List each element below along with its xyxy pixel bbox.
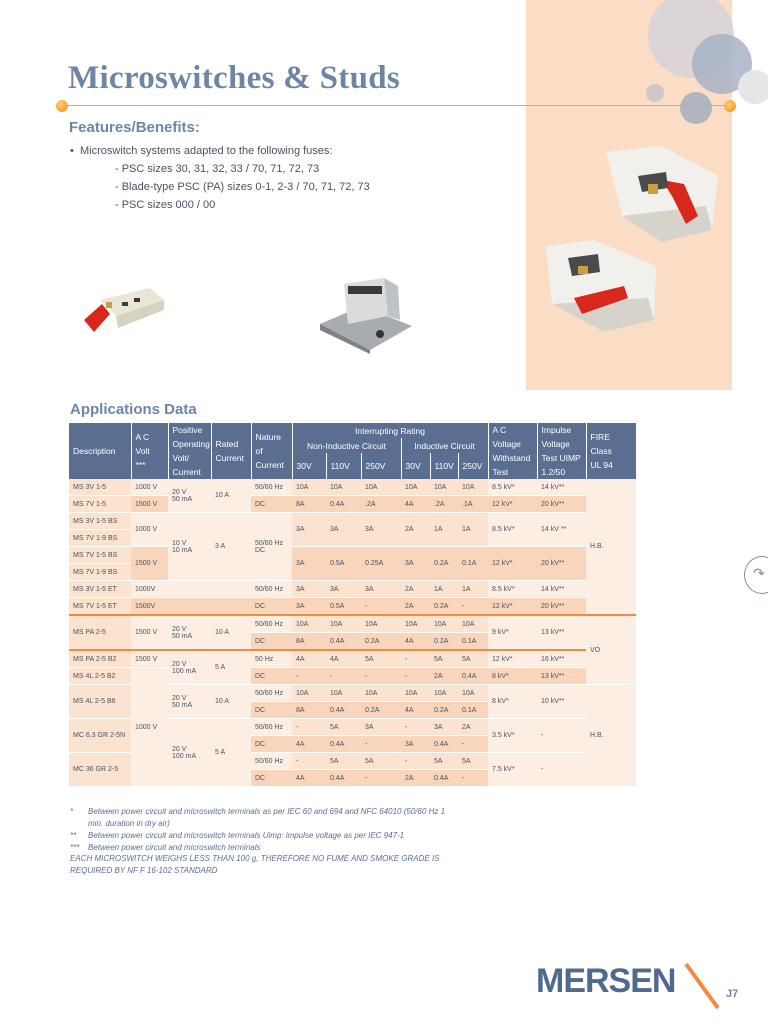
- table-cell: 3A: [361, 581, 401, 598]
- page-tab-icon[interactable]: ↷: [744, 556, 768, 594]
- table-cell: 10A: [326, 615, 361, 633]
- table-cell: -: [361, 668, 401, 685]
- table-cell: 5A: [458, 650, 488, 668]
- table-cell: [168, 598, 211, 616]
- table-cell: DC: [251, 633, 292, 651]
- features-item: - PSC sizes 000 / 00: [115, 199, 216, 211]
- cell-description: MS 3V 1-5 ET: [69, 581, 131, 598]
- table-cell: 0.2A: [361, 633, 401, 651]
- header-positive: Positive Operating Volt/ Current: [168, 423, 211, 479]
- table-cell: 10A: [361, 615, 401, 633]
- table-cell: 0.2A: [430, 598, 458, 616]
- weight-note: EACH MICROSWITCH WEIGHS LESS THAN 100 g, THEREFORE NO FUME AND SMOKE GRADE IS REQUIRED BY NF F 16-102 STANDARD: [70, 854, 440, 875]
- table-cell: 10 A: [211, 479, 251, 513]
- table-cell: 2A: [401, 581, 430, 598]
- cell-description: MS 3V 1-5 BS: [69, 513, 131, 530]
- table-cell: 20 kV**: [537, 496, 586, 513]
- cell-description: MC 6,3 GR 2-5N: [69, 719, 131, 753]
- table-cell: 14 kV **: [537, 513, 586, 547]
- footnote: min. duration in dry air): [88, 819, 170, 828]
- table-cell: 50/60 Hz: [251, 753, 292, 770]
- features-item: - Blade-type PSC (PA) sizes 0-1, 2-3 / 70, 71, 72, 73: [115, 181, 370, 193]
- applications-table: [69, 423, 636, 787]
- table-cell: 9 kV*: [488, 615, 537, 650]
- table-cell: 0.1A: [458, 702, 488, 719]
- table-cell: 0.4A: [430, 770, 458, 787]
- table-cell: 0.2A: [361, 702, 401, 719]
- table-cell: 3A: [361, 719, 401, 736]
- table-cell: -: [401, 753, 430, 770]
- header-interrupting: Interrupting Rating: [292, 423, 488, 438]
- table-cell: 10A: [326, 479, 361, 496]
- table-cell: [168, 581, 211, 598]
- mersen-logo: [536, 958, 726, 1014]
- table-cell: 3A: [292, 547, 326, 581]
- table-cell: 50/60 Hz: [251, 685, 292, 702]
- table-cell: 5A: [458, 753, 488, 770]
- table-cell: DC: [251, 702, 292, 719]
- table-cell: 10A: [326, 685, 361, 702]
- header-description: Description: [69, 423, 131, 479]
- table-cell: .1A: [458, 496, 488, 513]
- features-item: - PSC sizes 30, 31, 32, 33 / 70, 71, 72, 73: [115, 163, 320, 175]
- table-cell: 0.2A: [430, 702, 458, 719]
- table-cell: 10 A: [211, 615, 251, 650]
- table-cell: 3.5 kV*: [488, 719, 537, 753]
- table-cell: 14 kV**: [537, 581, 586, 598]
- header-110v: 110V: [326, 453, 361, 479]
- decorative-bubble: [738, 70, 768, 104]
- table-cell: 20 V 50 mA: [168, 615, 211, 650]
- table-cell: 4A: [401, 633, 430, 651]
- table-cell: 3A: [292, 598, 326, 616]
- table-cell: 4A: [292, 650, 326, 668]
- table-cell: -: [537, 753, 586, 787]
- table-cell: 10A: [401, 685, 430, 702]
- table-cell: 10A: [401, 615, 430, 633]
- page-number: J7: [726, 988, 739, 1000]
- table-row: [69, 479, 636, 496]
- table-cell: 1500 V: [131, 650, 168, 668]
- table-row: [69, 650, 636, 668]
- table-cell: 0.4A: [326, 633, 361, 651]
- features-list: [70, 142, 370, 214]
- table-cell: -: [401, 668, 430, 685]
- table-cell: 3A: [326, 513, 361, 547]
- table-cell: 10A: [458, 685, 488, 702]
- table-cell: 8 kV*: [488, 668, 537, 685]
- table-cell: 3A: [292, 513, 326, 547]
- table-cell: -: [326, 668, 361, 685]
- table-cell: 4A: [401, 496, 430, 513]
- table-cell: 0.4A: [326, 770, 361, 787]
- table-cell: 20 V 50 mA: [168, 685, 211, 719]
- table-cell: 8.5 kV*: [488, 479, 537, 496]
- table-cell: 13 kV**: [537, 668, 586, 685]
- table-cell: 0.4A: [326, 496, 361, 513]
- header-ac-voltage: A C Voltage Withstand Test: [488, 423, 537, 479]
- table-cell: 10A: [361, 479, 401, 496]
- header-rated: Rated Current: [211, 423, 251, 479]
- header-ac-volt: A C Volt ***: [131, 423, 168, 479]
- table-cell: -: [458, 598, 488, 616]
- table-cell: 10A: [361, 685, 401, 702]
- table-cell: 50 Hz: [251, 650, 292, 668]
- cell-description: MS 4L 2-5 B6: [69, 685, 131, 719]
- table-cell: 10A: [430, 479, 458, 496]
- table-cell: 0.1A: [458, 547, 488, 581]
- cell-description: MS 4L 2-5 B2: [69, 668, 131, 685]
- page-title: Microswitches & Studs: [68, 60, 401, 96]
- features-bullet: • Microswitch systems adapted to the following fuses:: [70, 145, 333, 157]
- table-cell: 50/60 Hz: [251, 615, 292, 633]
- table-row: [69, 547, 636, 564]
- table-cell: 0,4A: [458, 668, 488, 685]
- table-cell: 3A: [401, 736, 430, 753]
- decorative-bubble: [646, 84, 664, 102]
- table-cell: 3A: [401, 547, 430, 581]
- table-cell: 7.5 kV*: [488, 753, 537, 787]
- table-cell: 20 V 50 mA: [168, 479, 211, 513]
- table-cell: 12 kV*: [488, 650, 537, 668]
- table-cell: -: [292, 719, 326, 736]
- table-cell: 1000 V: [131, 668, 168, 787]
- bullet-dot-right: [724, 100, 736, 112]
- table-cell: 4A: [292, 736, 326, 753]
- table-cell: 10 kV**: [537, 685, 586, 719]
- table-cell: 0.25A: [361, 547, 401, 581]
- table-cell: 10 A: [211, 685, 251, 719]
- cell-description: MS 3V 1-5: [69, 479, 131, 496]
- table-cell: DC: [251, 770, 292, 787]
- table-cell: 5A: [361, 753, 401, 770]
- table-cell: 10A: [292, 615, 326, 633]
- features-heading: Features/Benefits:: [69, 119, 200, 136]
- table-cell: -: [292, 753, 326, 770]
- table-cell: [211, 598, 251, 616]
- table-cell: 20 V 100 mA: [168, 719, 211, 787]
- cell-description: MS 7V 1-9 BS: [69, 564, 131, 581]
- footnote: ** Between power circuit and microswitch terminals Uimp: impulse voltage as per IEC 947-1: [70, 831, 405, 840]
- table-cell: 5 A: [211, 650, 251, 685]
- table-cell: 10A: [292, 685, 326, 702]
- table-cell: 5A: [430, 753, 458, 770]
- table-cell: DC: [251, 496, 292, 513]
- table-cell: 5A: [326, 753, 361, 770]
- decorative-bubble: [680, 92, 712, 124]
- table-row: [69, 581, 636, 598]
- header-250v: 250V: [458, 453, 488, 479]
- table-cell: 8A: [292, 633, 326, 651]
- table-cell: 10 V 10 mA: [168, 513, 211, 581]
- cell-description: MC 36 GR 2-5: [69, 753, 131, 787]
- table-cell: 5A: [326, 719, 361, 736]
- table-cell: 1A: [430, 513, 458, 547]
- table-cell: 8A: [292, 496, 326, 513]
- table-cell: 8 kV*: [488, 685, 537, 719]
- table-cell: 0.5A: [326, 598, 361, 616]
- table-cell: 3A: [430, 719, 458, 736]
- title-rule: [62, 105, 728, 106]
- table-cell: 12 kV*: [488, 496, 537, 513]
- table-cell: 1500 V: [131, 547, 168, 581]
- table-cell: 50/60 Hz: [251, 581, 292, 598]
- table-cell: 1A: [430, 581, 458, 598]
- svg-text:MERSEN: MERSEN: [536, 962, 676, 1000]
- product-photo-stud-assembly-bottom: [544, 240, 662, 332]
- table-cell: DC: [251, 668, 292, 685]
- table-cell: 5A: [430, 650, 458, 668]
- table-cell: 3A: [326, 581, 361, 598]
- table-cell: 4A: [326, 650, 361, 668]
- product-photo-stud-assembly-top: [602, 146, 720, 242]
- table-cell: 8.5 kV*: [488, 581, 537, 598]
- cell-description: MS 7V 1-5 ET: [69, 598, 131, 616]
- table-cell: 3 A: [211, 513, 251, 581]
- table-cell: 8.5 kV*: [488, 513, 537, 547]
- cell-description: MS PA 2-5 B2: [69, 650, 131, 668]
- table-cell: 2A: [458, 719, 488, 736]
- table-cell: .2A: [361, 496, 401, 513]
- table-cell: 4A: [292, 770, 326, 787]
- table-cell: -: [458, 736, 488, 753]
- applications-heading: Applications Data: [70, 401, 197, 418]
- table-cell: -: [458, 770, 488, 787]
- table-cell: -: [292, 668, 326, 685]
- product-photo-microswitch-red: [76, 280, 172, 340]
- table-cell: 8A: [292, 702, 326, 719]
- footnote: *** Between power circuit and microswitch terminals: [70, 843, 261, 852]
- table-cell: 0.2A: [430, 633, 458, 651]
- table-cell: 1000 V: [131, 479, 168, 496]
- table-cell: 20 kV**: [537, 547, 586, 581]
- table-cell: 1000 V: [131, 513, 168, 547]
- table-cell: DC: [251, 598, 292, 616]
- cell-description: MS 7V 1-9 BS: [69, 530, 131, 547]
- table-cell: 2A: [401, 513, 430, 547]
- table-cell: 20 V 100 mA: [168, 650, 211, 685]
- table-cell: 0.4A: [430, 736, 458, 753]
- table-cell: -: [401, 650, 430, 668]
- table-cell: 0.4A: [326, 702, 361, 719]
- table-cell: 2A: [401, 770, 430, 787]
- table-cell: -: [401, 719, 430, 736]
- bullet-dot-left: [56, 100, 68, 112]
- table-cell: 1500 V: [131, 496, 168, 513]
- table-cell: 5A: [361, 650, 401, 668]
- table-cell: 0.5A: [326, 547, 361, 581]
- table-cell: -: [361, 770, 401, 787]
- table-cell: 1500 V: [131, 615, 168, 650]
- table-cell: 12 kV*: [488, 547, 537, 581]
- cell-description: MS 7V 1-5 BS: [69, 547, 131, 564]
- table-cell: 50/60 Hz DC: [251, 513, 292, 581]
- header-inductive: Inductive Circuit: [401, 438, 488, 453]
- table-cell: 10A: [292, 479, 326, 496]
- product-photo-microswitch-grey: [318, 276, 414, 354]
- table-cell: 10A: [401, 479, 430, 496]
- header-impulse: Impulse Voltage Test UIMP 1.2/50: [537, 423, 586, 479]
- table-cell: [211, 581, 251, 598]
- table-cell: 14 kV**: [537, 479, 586, 496]
- table-cell: DC: [251, 736, 292, 753]
- table-row: [69, 513, 636, 530]
- table-cell: 1A: [458, 513, 488, 547]
- table-cell: 12 kV*: [488, 598, 537, 616]
- table-cell: 3A: [292, 581, 326, 598]
- table-row: [69, 598, 636, 616]
- table-row: [69, 496, 636, 513]
- header-non-inductive: Non-Inductive Circuit: [292, 438, 401, 453]
- table-cell: H.B.: [586, 479, 636, 615]
- table-cell: 2A: [401, 598, 430, 616]
- header-30v: 30V: [292, 453, 326, 479]
- table-row: [69, 615, 636, 633]
- table-cell: 20 kV**: [537, 598, 586, 616]
- cell-description: MS PA 2-5: [69, 615, 131, 650]
- table-cell: 10A: [430, 685, 458, 702]
- table-cell: -: [361, 598, 401, 616]
- table-cell: 0.4A: [326, 736, 361, 753]
- table-cell: 1A: [458, 581, 488, 598]
- table-cell: H.B.: [586, 685, 636, 787]
- table-cell: .2A: [430, 496, 458, 513]
- header-250v: 250V: [361, 453, 401, 479]
- table-cell: 16 kV**: [537, 650, 586, 668]
- table-cell: 10A: [430, 615, 458, 633]
- table-cell: 13 kV**: [537, 615, 586, 650]
- header-fire: FIRE Class UL 94: [586, 423, 636, 479]
- table-cell: 2A: [430, 668, 458, 685]
- table-cell: 1000V: [131, 581, 168, 598]
- table-cell: -: [537, 719, 586, 753]
- table-cell: 5 A: [211, 719, 251, 787]
- header-30v: 30V: [401, 453, 430, 479]
- table-cell: 10A: [458, 479, 488, 496]
- header-nature: Nature of Current: [251, 423, 292, 479]
- table-cell: 50/60 Hz: [251, 719, 292, 736]
- table-row: [69, 668, 636, 685]
- table-cell: VO: [586, 615, 636, 685]
- table-cell: 10A: [458, 615, 488, 633]
- table-cell: 50/60 Hz: [251, 479, 292, 496]
- table-cell: 3A: [361, 513, 401, 547]
- cell-description: MS 7V 1-5: [69, 496, 131, 513]
- table-cell: 0.2A: [430, 547, 458, 581]
- footnote: * Between power circuit and microswitch terminals as per IEC 60 and 694 and NFC 64010 (50/60 Hz 1: [70, 807, 446, 816]
- table-cell: 4A: [401, 702, 430, 719]
- header-110v: 110V: [430, 453, 458, 479]
- table-cell: -: [361, 736, 401, 753]
- table-cell: 0.1A: [458, 633, 488, 651]
- table-cell: 1500V: [131, 598, 168, 616]
